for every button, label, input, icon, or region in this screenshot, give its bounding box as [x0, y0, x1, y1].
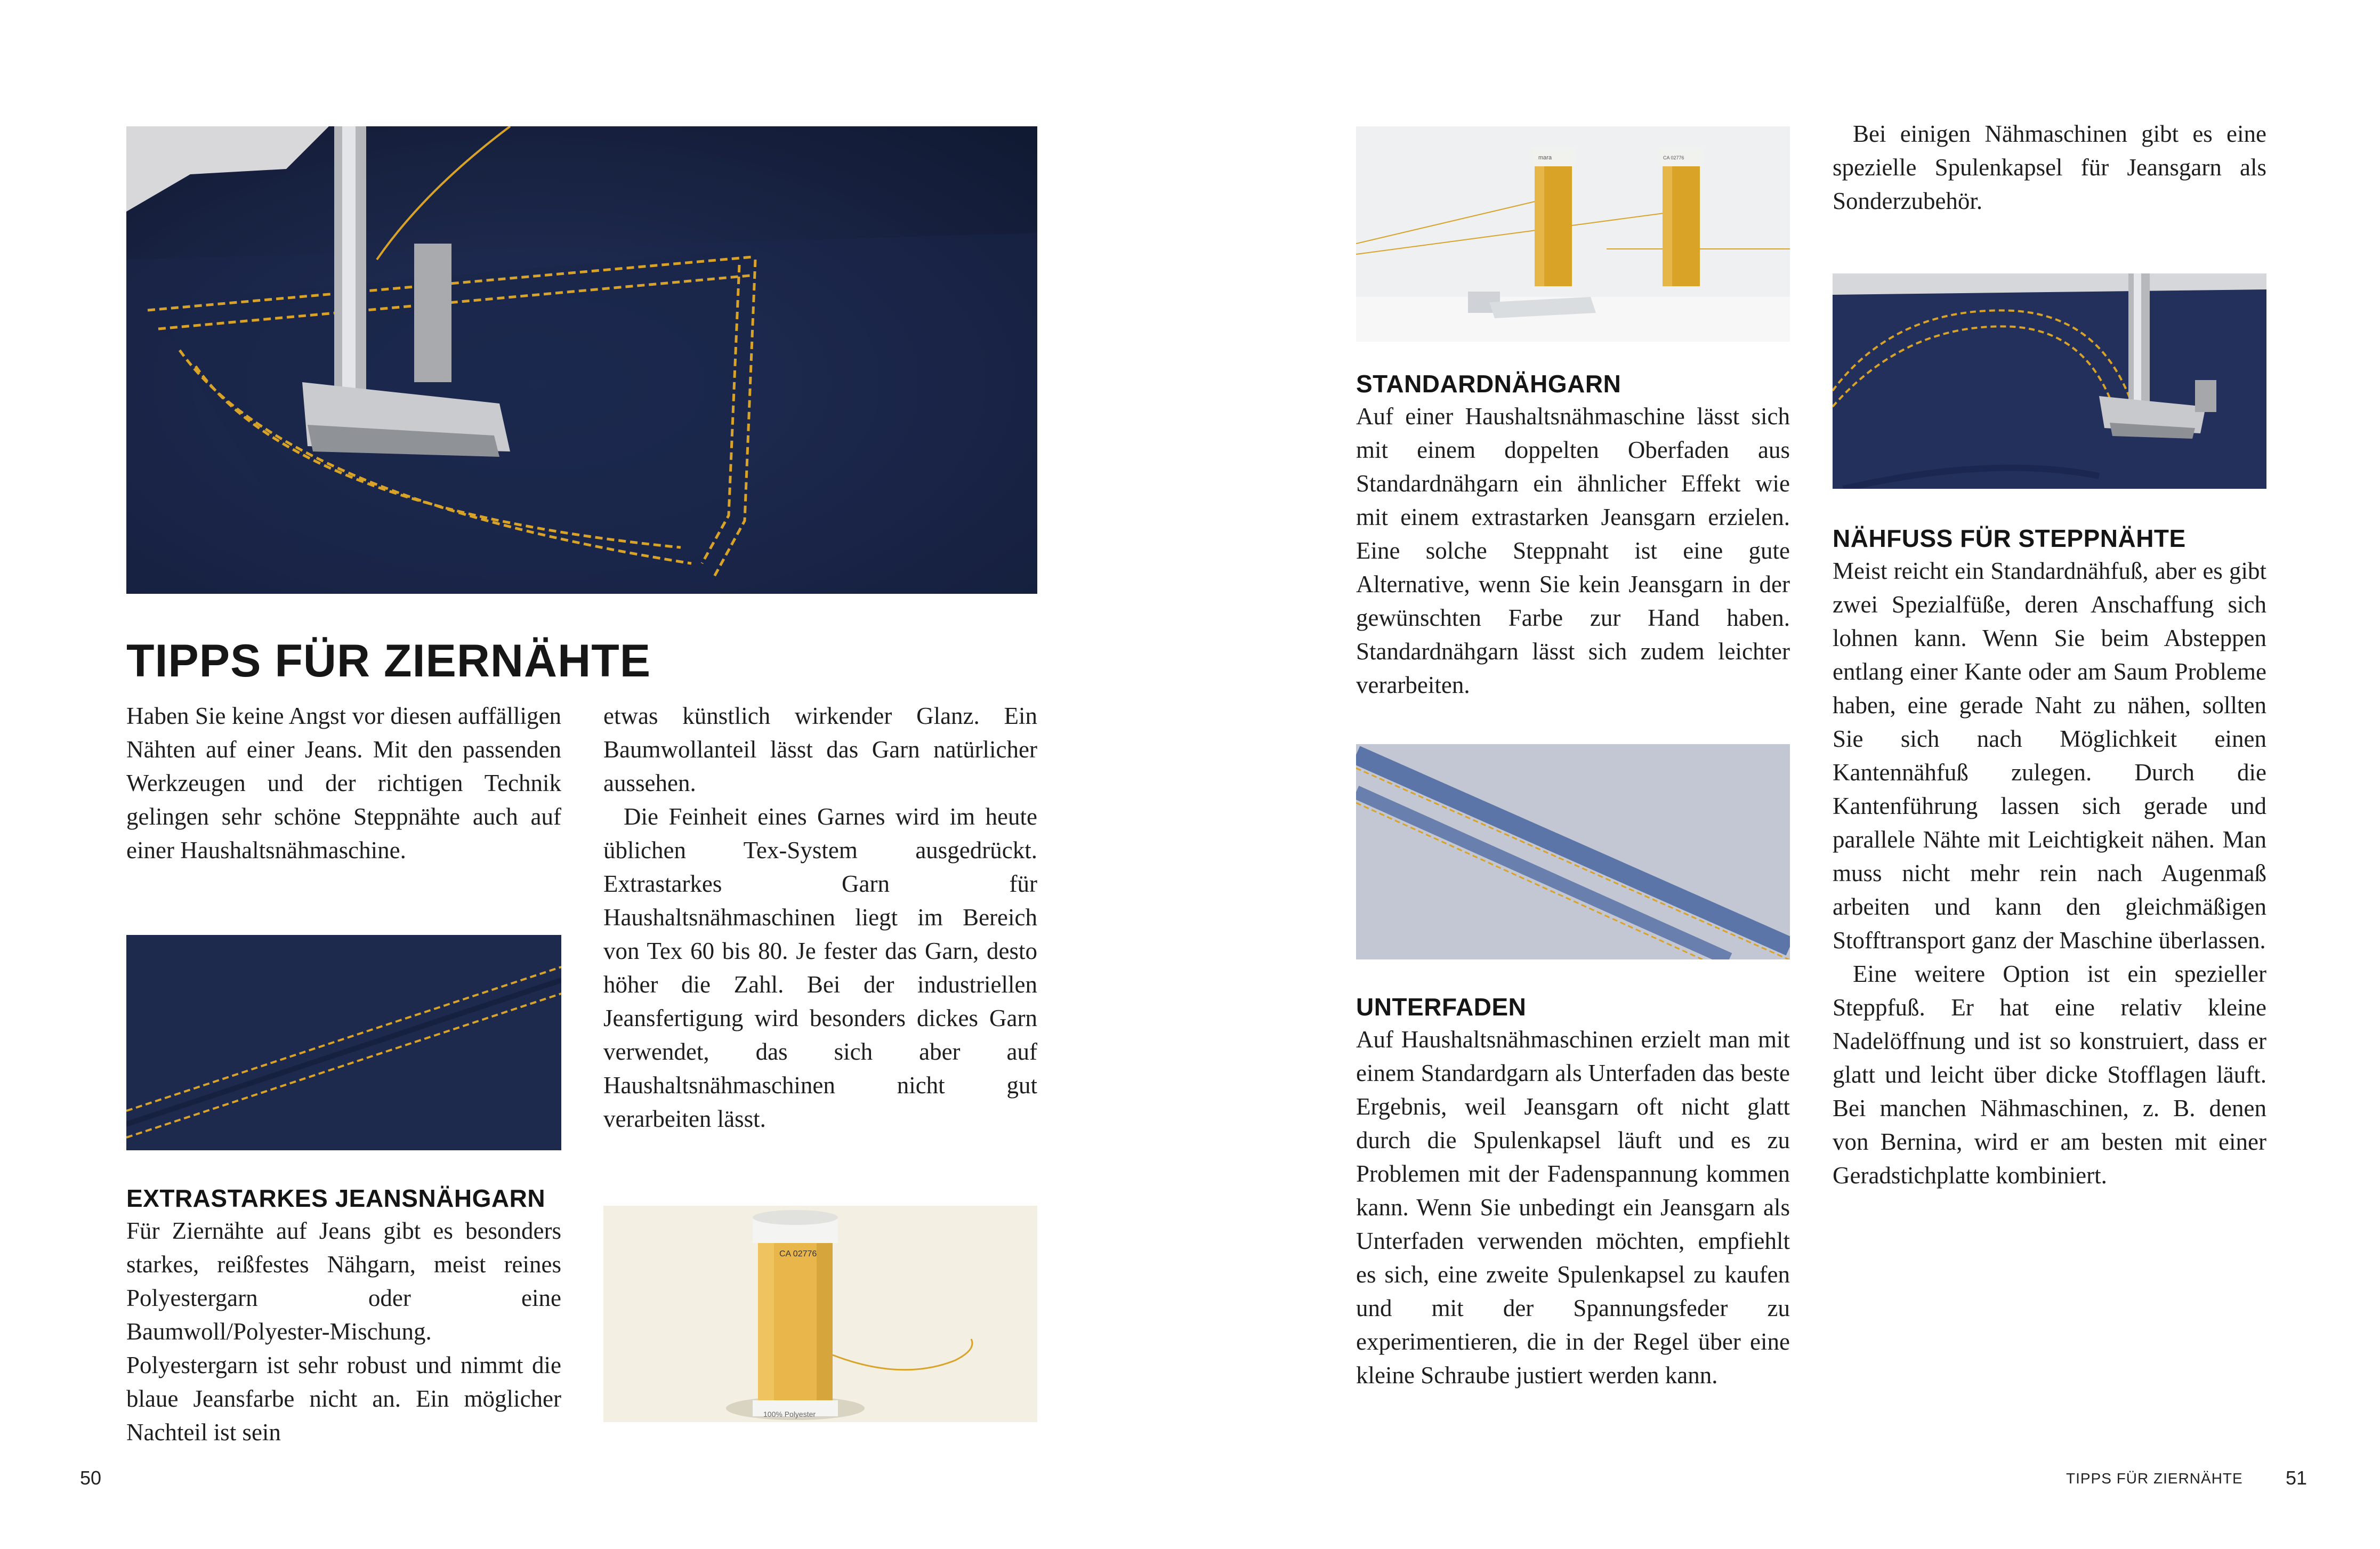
left-column-2: [603, 699, 1037, 1136]
heading-standardnaehgarn: STANDARDNÄHGARN: [1356, 370, 1621, 398]
photo-yellow-spool: [603, 1206, 1037, 1422]
heading-extrastarkes-jeansnaehgarn: EXTRASTARKES JEANSNÄHGARN: [126, 1184, 546, 1212]
naehfuss-paragraph-1: Meist reicht ein Standardnähfuß, aber es gibt zwei Spezialfüße, deren Anschaffung sich lohnen kann. Wenn Sie beim Absteppen entlang einer Kante oder am Saum Probleme haben, eine gerade Naht zu nähen, sollten Sie sich nach Möglichkeit einen Kantennähfuß zulegen. Durch die Kantenführung lassen sich gerade und parallele Nähte mit Leichtigkeit nähen. Man muss nicht mehr rein nach Augenmaß arbeiten und kann den gleichmäßigen Stofftransport ganz der Maschine überlassen.: [1833, 558, 2266, 954]
running-head: TIPPS FÜR ZIERNÄHTE: [2066, 1470, 2243, 1487]
photo-sewing-machine-pocket: [126, 126, 1037, 594]
standard-text-block: [1356, 400, 1790, 702]
spool-label-right: CA 02776: [1663, 155, 1684, 160]
naehfuss-paragraph-2: Eine weitere Option ist ein spezieller Steppfuß. Er hat eine relativ kleine Nadelöffnung und ist so konstruiert, dass er glatt und leicht über dicke Stofflagen läuft. Bei manchen Nähmaschinen, z. B. denen von Bernina, wird er am besten mit einer Geradstichplatte kombiniert.: [1833, 961, 2266, 1189]
unterfaden-text-block: [1356, 1023, 1790, 1392]
photo-denim-double-seam: [126, 935, 561, 1150]
spool-side-text: 100% Polyester: [763, 1410, 816, 1418]
spool-label: CA 02776: [779, 1249, 817, 1258]
column2-paragraph-1: etwas künstlich wirkender Glanz. Ein Baumwollanteil lässt das Garn natürlicher aussehen.: [603, 703, 1037, 796]
right-intro-text: Bei einigen Nähmaschinen gibt es eine spezielle Spulenkapsel für Jeansgarn als Sonderzubehör.: [1833, 120, 2266, 214]
column2-paragraph-2: Die Feinheit eines Garnes wird im heute üblichen Tex-System ausgedrückt. Extrastarkes Garn für Haushaltsnähmaschinen liegt im Bereich von Tex 60 bis 80. Je fester das Garn, desto höher die Zahl. Bei der industriellen Jeansfertigung wird besonders dickes Garn verwendet, das sich aber auf Haushaltsnähmaschinen nicht gut verarbeiten lässt.: [603, 803, 1037, 1132]
photo-two-spools: [1356, 126, 1790, 342]
extrastarkes-text-block: [126, 1214, 561, 1449]
unterfaden-text: Auf Haushaltsnähmaschinen erzielt man mit einem Standardgarn als Unterfaden das beste Ergebnis, weil Jeansgarn oft nicht glatt durch die Spulenkapsel läuft und es zu Problemen mit der Fadenspannung kommen kann. Wenn Sie unbedingt ein Jeansgarn als Unterfaden verwenden möchten, empfiehlt es sich, eine zweite Spulenkapsel zu kaufen und mit der Spannungsfeder zu experimentieren, die in der Regel über eine kleine Schraube justiert werden kann.: [1356, 1026, 1790, 1389]
right-intro-block: [1833, 117, 2266, 218]
intro-text: Haben Sie keine Angst vor diesen auffälligen Nähten auf einer Jeans. Mit den passenden Werkzeugen und der richtigen Technik gelingen sehr schöne Steppnähte auch auf einer Haushaltsnähmaschine.: [126, 703, 561, 864]
page-title: TIPPS FÜR ZIERNÄHTE: [126, 635, 651, 687]
spool-label-left: mara: [1538, 155, 1552, 161]
photo-presser-foot-denim: [1833, 273, 2266, 489]
extrastarkes-text: Für Ziernähte auf Jeans gibt es besonders starkes, reißfestes Nähgarn, meist reines Polyestergarn oder eine Baumwoll/Polyester-Mischung. Polyestergarn ist sehr robust und nimmt die blaue Jeansfarbe nicht an. Ein möglicher Nachteil ist sein: [126, 1217, 561, 1446]
page-number-right: 51: [2286, 1467, 2308, 1489]
heading-unterfaden: UNTERFADEN: [1356, 993, 1527, 1021]
naehfuss-text-block: [1833, 554, 2266, 1192]
standard-text: Auf einer Haushaltsnähmaschine lässt sich mit einem doppelten Oberfaden aus Standardnähgarn ein ähnlicher Effekt wie mit einem extrastarken Jeansgarn erzielen. Eine solche Steppnaht ist eine gute Alternative, wenn Sie kein Jeansgarn in der gewünschten Farbe zur Hand haben. Standardnähgarn lässt sich zudem leichter verarbeiten.: [1356, 403, 1790, 698]
photo-light-denim-seams: [1356, 744, 1790, 959]
intro-paragraph: [126, 699, 561, 867]
page-number-left: 50: [80, 1467, 102, 1489]
heading-naehfuss: NÄHFUSS FÜR STEPPNÄHTE: [1833, 525, 2186, 552]
